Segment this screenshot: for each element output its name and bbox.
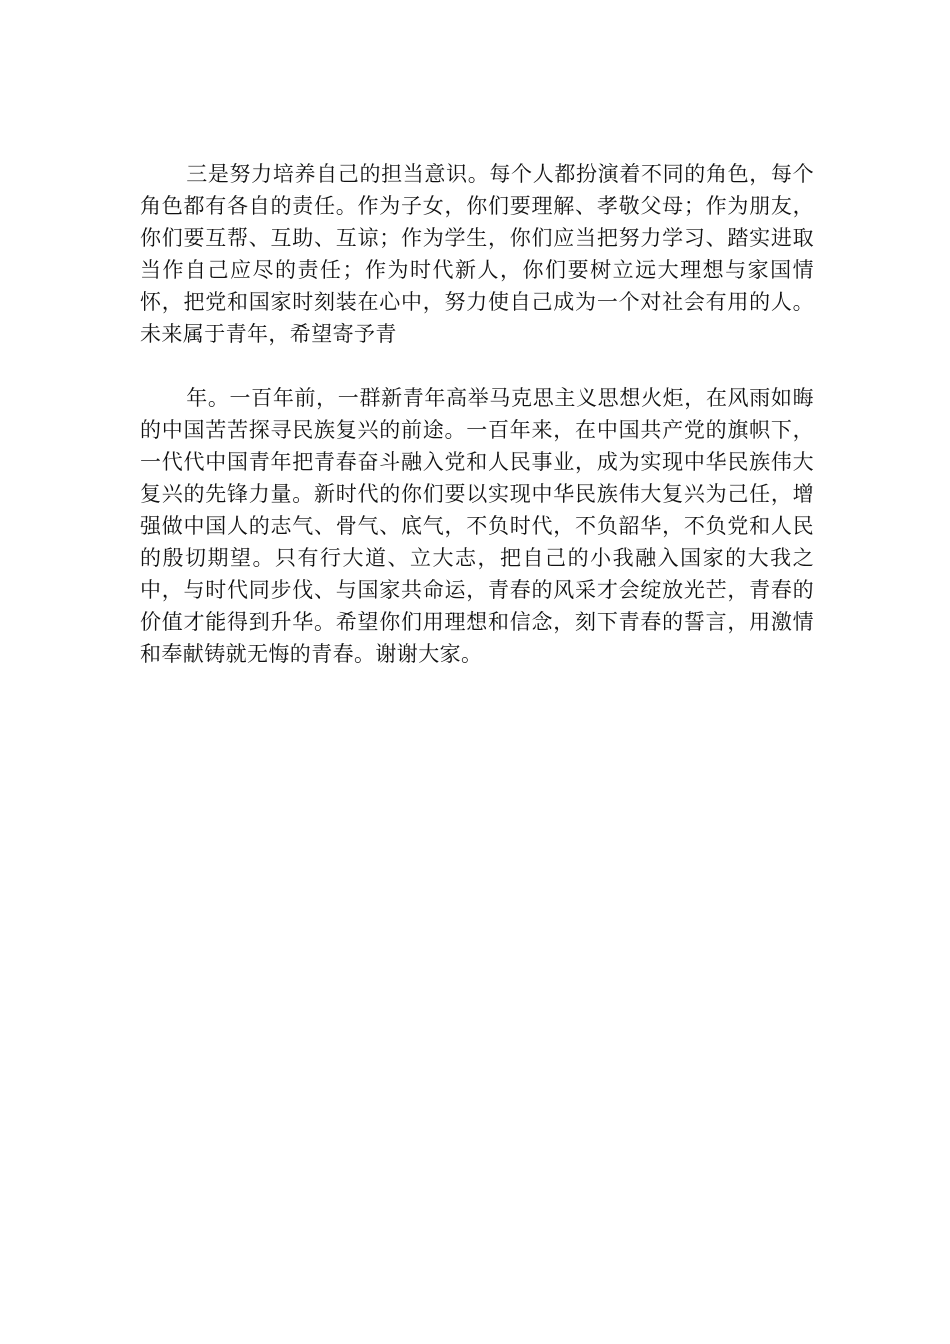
paragraph-2: 年。一百年前，一群新青年高举马克思主义思想火炬，在风雨如晦的中国苦苦探寻民族复兴的前途。一百年来，在中国共产党的旗帜下，一代代中国青年把青春奋斗融入党和人民事业，成为实现中华民族伟大复兴的先锋力量。新时代的你们要以实现中华民族伟大复兴为己任，增强做中国人的志气、骨气、底气，不负时代，不负韶华，不负党和人民的殷切期望。只有行大道、立大志，把自己的小我融入国家的大我之中，与时代同步伐、与国家共命运，青春的风采才会绽放光芒，青春的价值才能得到升华。希望你们用理想和信念，刻下青春的誓言，用激情和奉献铸就无悔的青春。谢谢大家。: [140, 386, 814, 666]
paragraph-1: 三是努力培养自己的担当意识。每个人都扮演着不同的角色，每个角色都有各自的责任。作为子女，你们要理解、孝敬父母；作为朋友，你们要互帮、互助、互谅；作为学生，你们应当把努力学习、踏实进取当作自己应尽的责任；作为时代新人，你们要树立远大理想与家国情怀，把党和国家时刻装在心中，努力使自己成为一个对社会有用的人。未来属于青年，希望寄予青: [140, 162, 814, 346]
document-body: [140, 158, 814, 670]
